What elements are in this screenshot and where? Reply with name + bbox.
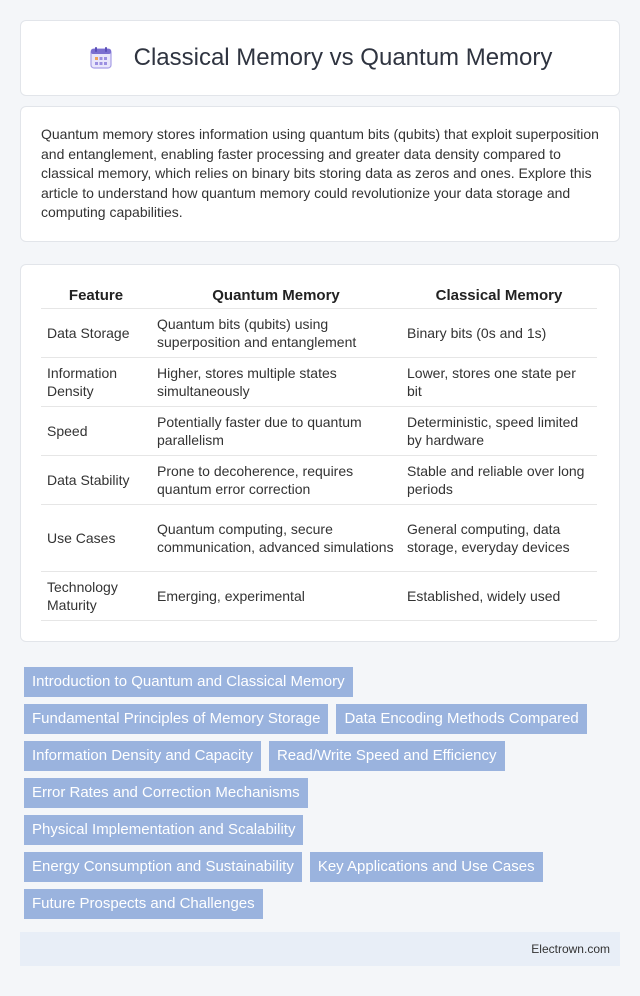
quantum-cell: Quantum bits (qubits) using superposition and entanglement: [151, 309, 401, 358]
header-quantum-memory: Quantum Memory: [151, 283, 401, 309]
classical-cell: Established, widely used: [401, 572, 597, 621]
quantum-cell: Prone to decoherence, requires quantum error correction: [151, 456, 401, 505]
table-header-row: [41, 283, 597, 309]
feature-cell: Information Density: [41, 358, 151, 407]
title-card: [20, 20, 620, 96]
tag-introduction[interactable]: Introduction to Quantum and Classical Memory: [24, 667, 353, 697]
header-classical-memory: Classical Memory: [401, 283, 597, 309]
intro-card: [20, 106, 620, 242]
tag-key-applications[interactable]: Key Applications and Use Cases: [310, 852, 543, 882]
comparison-table-card: [20, 264, 620, 642]
classical-cell: Binary bits (0s and 1s): [401, 309, 597, 358]
comparison-table: [41, 283, 597, 621]
classical-cell: General computing, data storage, everyday devices: [401, 505, 597, 572]
table-row: [41, 456, 597, 505]
quantum-cell: Higher, stores multiple states simultaneously: [151, 358, 401, 407]
footer-site-name: Electrown.com: [531, 942, 610, 956]
tag-future-prospects[interactable]: Future Prospects and Challenges: [24, 889, 263, 919]
quantum-cell: Potentially faster due to quantum parallelism: [151, 407, 401, 456]
intro-paragraph: Quantum memory stores information using quantum bits (qubits) that exploit superposition and entanglement, enabling faster processing and greater data density compared to classical memory, which relies on binary bits storing data as zeros and ones. Explore this article to understand how quantum memory could revolutionize your data storage and computing capabilities.: [41, 126, 599, 220]
topic-tags: [24, 667, 620, 926]
table-row: [41, 505, 597, 572]
tag-read-write-speed[interactable]: Read/Write Speed and Efficiency: [269, 741, 505, 771]
tag-data-encoding[interactable]: Data Encoding Methods Compared: [336, 704, 586, 734]
table-row: [41, 358, 597, 407]
classical-cell: Stable and reliable over long periods: [401, 456, 597, 505]
table-row: [41, 572, 597, 621]
tag-information-density[interactable]: Information Density and Capacity: [24, 741, 261, 771]
page-title: Classical Memory vs Quantum Memory: [133, 44, 553, 71]
feature-cell: Speed: [41, 407, 151, 456]
table-row: [41, 309, 597, 358]
classical-cell: Lower, stores one state per bit: [401, 358, 597, 407]
feature-cell: Technology Maturity: [41, 572, 151, 621]
classical-cell: Deterministic, speed limited by hardware: [401, 407, 597, 456]
tag-error-rates[interactable]: Error Rates and Correction Mechanisms: [24, 778, 308, 808]
calendar-icon: [88, 45, 114, 71]
quantum-cell: Emerging, experimental: [151, 572, 401, 621]
header-feature: Feature: [41, 283, 151, 309]
feature-cell: Use Cases: [41, 505, 151, 572]
quantum-cell: Quantum computing, secure communication, advanced simulations: [151, 505, 401, 572]
feature-cell: Data Stability: [41, 456, 151, 505]
tag-physical-implementation[interactable]: Physical Implementation and Scalability: [24, 815, 303, 845]
table-row: [41, 407, 597, 456]
feature-cell: Data Storage: [41, 309, 151, 358]
footer: [20, 932, 620, 966]
tag-energy-consumption[interactable]: Energy Consumption and Sustainability: [24, 852, 302, 882]
tag-fundamental-principles[interactable]: Fundamental Principles of Memory Storage: [24, 704, 328, 734]
